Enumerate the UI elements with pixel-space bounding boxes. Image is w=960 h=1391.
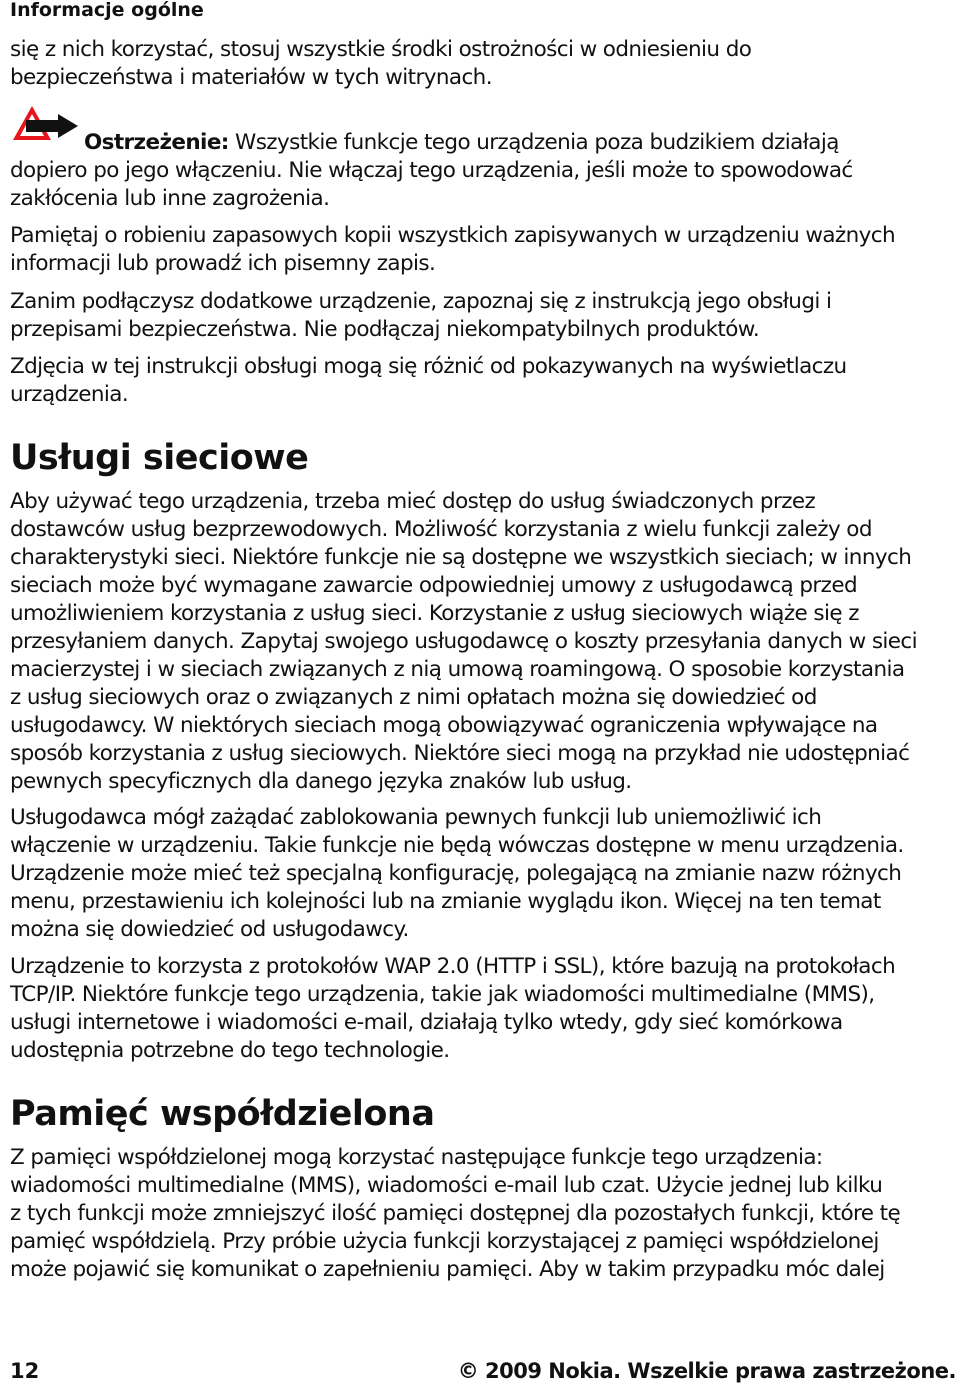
- text-line: menu, przestawieniu ich kolejności lub na zmianie wyglądu ikon. Więcej na ten temat: [10, 889, 881, 914]
- text-line: się z nich korzystać, stosuj wszystkie środki ostrożności w odniesieniu do: [10, 37, 752, 62]
- text-line: przesyłaniem danych. Zapytaj swojego usługodawcę o koszty przesyłania danych w sieci: [10, 629, 918, 654]
- text-line: informacji lub prowadź ich pisemny zapis.: [10, 251, 436, 276]
- text-line: Usługodawca mógł zażądać zablokowania pewnych funkcji lub uniemożliwić ich: [10, 805, 822, 830]
- text-line: Urządzenie to korzysta z protokołów WAP 2.0 (HTTP i SSL), które bazują na protokołach: [10, 954, 896, 979]
- text-line: Wszystkie funkcje tego urządzenia poza budzikiem działają: [228, 130, 839, 155]
- text-line: umożliwieniem korzystania z usług sieci. Korzystanie z usług sieciowych wiąże się z: [10, 601, 859, 626]
- text-line: zakłócenia lub inne zagrożenia.: [10, 186, 330, 211]
- section-title-shared-memory: Pamięć współdzielona: [10, 1094, 435, 1134]
- text-line: Z pamięci współdzielonej mogą korzystać następujące funkcje tego urządzenia:: [10, 1145, 823, 1170]
- text-line: bezpieczeństwa i materiałów w tych witrynach.: [10, 65, 492, 90]
- warning-paragraph: [10, 129, 960, 213]
- text-line: Zdjęcia w tej instrukcji obsługi mogą się różnić od pokazywanych na wyświetlaczu: [10, 354, 847, 379]
- text-line: dopiero po jego włączeniu. Nie włączaj tego urządzenia, jeśli może to spowodować: [10, 158, 853, 183]
- text-line: z tych funkcji może zmniejszyć ilość pamięci dostępnej dla pozostałych funkcji, które tę: [10, 1201, 901, 1226]
- section-header: Informacje ogólne: [10, 0, 204, 21]
- section-title-network-services: Usługi sieciowe: [10, 438, 309, 478]
- warning-label: Ostrzeżenie:: [84, 130, 229, 155]
- network-paragraph-3: [10, 953, 960, 1065]
- network-paragraph-1: [10, 488, 960, 796]
- text-line: dostawców usług bezprzewodowych. Możliwość korzystania z wielu funkcji zależy od: [10, 517, 872, 542]
- text-line: Aby używać tego urządzenia, trzeba mieć dostęp do usług świadczonych przez: [10, 489, 816, 514]
- text-line: charakterystyki sieci. Niektóre funkcje nie są dostępne we wszystkich sieciach; w innych: [10, 545, 912, 570]
- text-line: włączenie w urządzeniu. Takie funkcje nie będą wówczas dostępne w menu urządzenia.: [10, 833, 904, 858]
- text-line: sposób korzystania z usług sieciowych. Niektóre sieci mogą na przykład nie udostępniać: [10, 741, 910, 766]
- text-line: udostępnia potrzebne do tego technologie.: [10, 1038, 450, 1063]
- copyright-notice: © 2009 Nokia. Wszelkie prawa zastrzeżone.: [457, 1359, 956, 1383]
- text-line: może pojawić się komunikat o zapełnieniu pamięci. Aby w takim przypadku móc dalej: [10, 1257, 885, 1282]
- network-paragraph-2: [10, 804, 960, 944]
- text-line: usługi internetowe i wiadomości e-mail, działają tylko wtedy, gdy sieć komórkowa: [10, 1010, 843, 1035]
- text-line: macierzystej i w sieciach związanych z nią umową roamingową. O sposobie korzystania: [10, 657, 905, 682]
- text-line: pewnych specyficznych dla danego języka znaków lub usług.: [10, 769, 632, 794]
- text-line: z usług sieciowych oraz o związanych z nimi opłatach można się dowiedzieć od: [10, 685, 817, 710]
- text-line: Pamiętaj o robieniu zapasowych kopii wszystkich zapisywanych w urządzeniu ważnych: [10, 223, 895, 248]
- shared-memory-paragraph: [10, 1144, 960, 1284]
- text-line: Urządzenie może mieć też specjalną konfigurację, polegającą na zmianie nazw różnych: [10, 861, 902, 886]
- intro-paragraph: [10, 36, 960, 92]
- text-line: przepisami bezpieczeństwa. Nie podłączaj niekompatybilnych produktów.: [10, 317, 760, 342]
- text-line: usługodawcy. W niektórych sieciach mogą obowiązywać ograniczenia wpływające na: [10, 713, 878, 738]
- text-line: wiadomości multimedialne (MMS), wiadomości e-mail lub czat. Użycie jednej lub kilku: [10, 1173, 883, 1198]
- text-line: pamięć współdzielą. Przy próbie użycia funkcji korzystającej z pamięci współdzielonej: [10, 1229, 879, 1254]
- page-number: 12: [10, 1359, 40, 1383]
- images-paragraph: [10, 353, 960, 409]
- text-line: TCP/IP. Niektóre funkcje tego urządzenia, takie jak wiadomości multimedialne (MMS),: [10, 982, 875, 1007]
- text-line: Zanim podłączysz dodatkowe urządzenie, zapoznaj się z instrukcją jego obsługi i: [10, 289, 832, 314]
- text-line: urządzenia.: [10, 382, 129, 407]
- backup-paragraph: [10, 222, 960, 278]
- accessory-paragraph: [10, 288, 960, 344]
- text-line: można się dowiedzieć od usługodawcy.: [10, 917, 409, 942]
- text-line: sieciach może być wymagane zawarcie odpowiedniej umowy z usługodawcą przed: [10, 573, 858, 598]
